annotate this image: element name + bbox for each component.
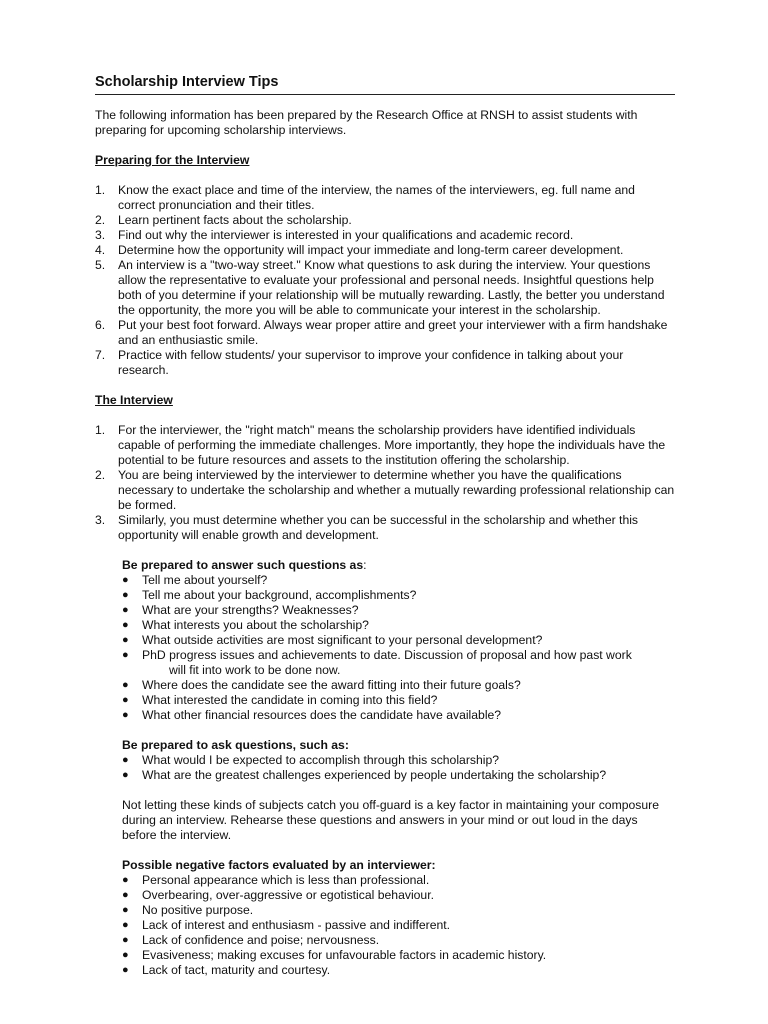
list-number: 4.: [95, 243, 106, 257]
list-number: 1.: [95, 423, 106, 437]
list-item: [95, 513, 675, 543]
list-item: [95, 183, 675, 213]
bullet-icon: ●: [122, 589, 129, 601]
bullet-icon: ●: [122, 634, 129, 646]
list-item: [95, 468, 675, 513]
negative-factors-heading: Possible negative factors evaluated by an interviewer:: [122, 858, 436, 872]
intro-paragraph: The following information has been prepared by the Research Office at RNSH to assist students with preparing for upcoming scholarship interviews.: [95, 108, 638, 137]
list-item: ● What interests you about the scholarship?: [122, 618, 369, 632]
list-item-text: Learn pertinent facts about the scholarship.: [118, 213, 352, 227]
list-item: ● PhD progress issues and achievements to date. Discussion of proposal and how past work will fit into work to be done now.: [122, 648, 632, 677]
list-item: ● What are your strengths? Weaknesses?: [122, 603, 359, 617]
list-item: ● What interested the candidate in coming into this field?: [122, 693, 438, 707]
document-page: [95, 74, 675, 978]
list-number: 5.: [95, 258, 106, 272]
composure-paragraph: Not letting these kinds of subjects catch you off-guard is a key factor in maintaining your composure during an interview. Rehearse these questions and answers in your mind or out loud in the days before the interview.: [122, 798, 659, 842]
list-item: ● Tell me about yourself?: [122, 573, 268, 587]
list-item: ● What would I be expected to accomplish through this scholarship?: [122, 753, 500, 767]
list-item: [95, 348, 675, 378]
list-number: 3.: [95, 228, 106, 242]
list-number: 3.: [95, 513, 106, 527]
bullet-icon: ●: [122, 949, 129, 961]
list-item: [95, 243, 675, 258]
list-number: 2.: [95, 213, 106, 227]
ask-questions-list: [122, 753, 675, 783]
list-item-text: Put your best foot forward. Always wear proper attire and greet your interviewer with a firm handshake and an enthusiastic smile.: [118, 318, 668, 347]
list-item: ● Personal appearance which is less than professional.: [122, 873, 430, 887]
list-item: [95, 213, 675, 228]
questions-block: [122, 543, 675, 978]
bullet-icon: ●: [122, 904, 129, 916]
list-item: ● Evasiveness; making excuses for unfavourable factors in academic history.: [122, 948, 547, 962]
section-heading-interview: The Interview: [95, 393, 173, 407]
list-item: [95, 423, 675, 468]
bullet-icon: ●: [122, 889, 129, 901]
answer-questions-list: [122, 573, 675, 723]
bullet-icon: ●: [122, 619, 129, 631]
answer-questions-heading: Be prepared to answer such questions as:: [122, 558, 367, 572]
list-item-text: You are being interviewed by the interviewer to determine whether you have the qualifications necessary to undertake the scholarship and whether a mutually rewarding professional relationship can be formed.: [118, 468, 675, 512]
list-item: ● Lack of interest and enthusiasm - passive and indifferent.: [122, 918, 451, 932]
bullet-icon: ●: [122, 964, 129, 976]
section-heading-preparing: Preparing for the Interview: [95, 153, 250, 167]
list-number: 1.: [95, 183, 106, 197]
list-item: [95, 228, 675, 243]
list-item: ● What are the greatest challenges experienced by people undertaking the scholarship?: [122, 768, 607, 782]
bullet-icon: ●: [122, 919, 129, 931]
list-item-text: Determine how the opportunity will impact your immediate and long-term career development.: [118, 243, 624, 257]
bullet-icon: ●: [122, 874, 129, 886]
list-item: [95, 318, 675, 348]
list-item-text: Know the exact place and time of the interview, the names of the interviewers, eg. full name and correct pronunciation and their titles.: [118, 183, 635, 212]
list-number: 7.: [95, 348, 106, 362]
list-number: 2.: [95, 468, 106, 482]
list-item: ● What outside activities are most significant to your personal development?: [122, 633, 543, 647]
list-item-text: Find out why the interviewer is interested in your qualifications and academic record.: [118, 228, 574, 242]
bullet-icon: ●: [122, 649, 129, 661]
bullet-icon: ●: [122, 709, 129, 721]
list-item: ● No positive purpose.: [122, 903, 254, 917]
list-item: ● Tell me about your background, accomplishments?: [122, 588, 417, 602]
bullet-icon: ●: [122, 769, 129, 781]
bullet-icon: ●: [122, 934, 129, 946]
bullet-icon: ●: [122, 694, 129, 706]
interview-list: [95, 423, 675, 543]
bullet-icon: ●: [122, 574, 129, 586]
list-item: ● Lack of confidence and poise; nervousness.: [122, 933, 380, 947]
list-item: ● Where does the candidate see the award fitting into their future goals?: [122, 678, 521, 692]
list-item-text: For the interviewer, the "right match" means the scholarship providers have identified individuals capable of performing the immediate challenges. More importantly, they hope the individuals have the potential to be future resources and assets to the institution offering the scholarship.: [118, 423, 666, 467]
list-number: 6.: [95, 318, 106, 332]
list-item: ● Lack of tact, maturity and courtesy.: [122, 963, 331, 977]
list-item: ● Overbearing, over-aggressive or egotistical behaviour.: [122, 888, 434, 902]
bullet-icon: ●: [122, 754, 129, 766]
bullet-icon: ●: [122, 604, 129, 616]
list-item-text: Practice with fellow students/ your supervisor to improve your confidence in talking about your research.: [118, 348, 624, 377]
negative-factors-list: [122, 873, 675, 978]
ask-questions-heading: Be prepared to ask questions, such as:: [122, 738, 349, 752]
list-item: [95, 258, 675, 318]
list-item-text: Similarly, you must determine whether you can be successful in the scholarship and whether this opportunity will enable growth and development.: [118, 513, 639, 542]
list-item-text: An interview is a "two-way street." Know what questions to ask during the interview. Your questions allow the representative to evaluate your professional and personal needs. Insightful questions help both of you determine if your relationship will be mutually rewarding. Lastly, the better you understand the opportunity, the more you will be able to communicate your interest in the scholarship.: [118, 258, 665, 317]
bullet-icon: ●: [122, 679, 129, 691]
page-title: Scholarship Interview Tips: [95, 74, 675, 95]
list-item: ● What other financial resources does the candidate have available?: [122, 708, 502, 722]
preparing-list: [95, 183, 675, 378]
